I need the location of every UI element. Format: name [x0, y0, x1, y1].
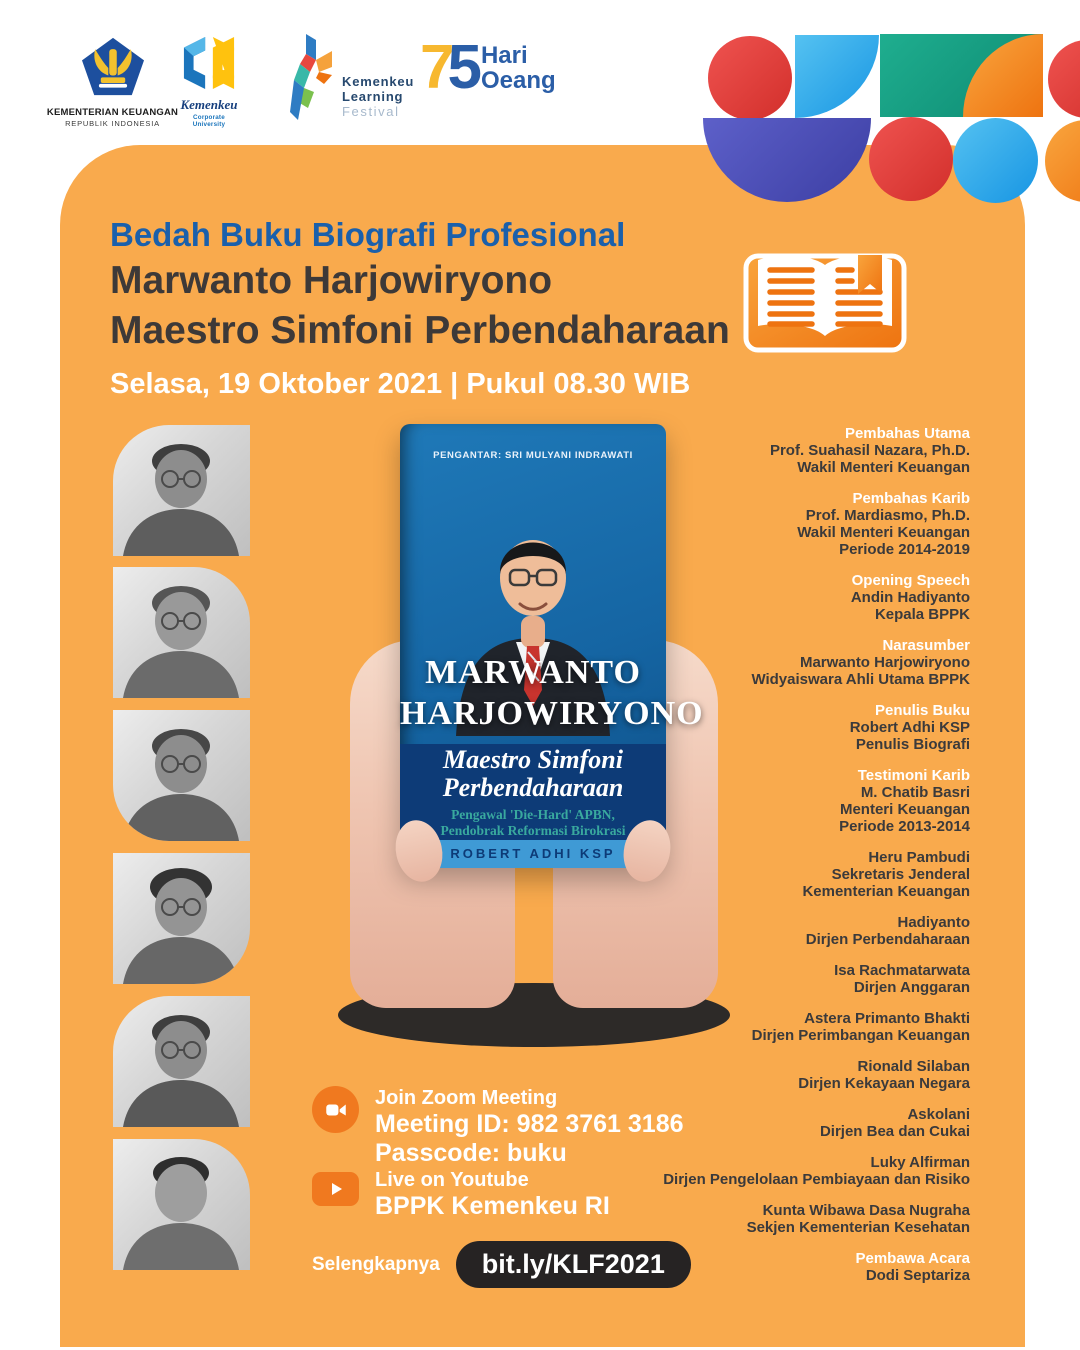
learning-festival-pinwheel-icon	[286, 32, 336, 127]
speaker-line: Dirjen Anggaran	[853, 979, 970, 996]
youtube-block	[312, 1168, 610, 1221]
speaker-line: Robert Adhi KSP	[849, 719, 970, 736]
open-book-icon	[740, 238, 910, 361]
learning-festival-line3: Festival	[342, 104, 400, 119]
speaker-line: Prof. Suahasil Nazara, Ph.D.	[769, 442, 970, 459]
learning-festival-line1: Kemenkeu	[342, 74, 415, 89]
speaker-line: Periode 2013-2014	[839, 818, 970, 835]
speaker-line: Wakil Menteri Keuangan	[797, 459, 970, 476]
book-author: ROBERT ADHI KSP	[400, 840, 666, 868]
speaker-line: Dirjen Bea dan Cukai	[819, 1123, 970, 1140]
speaker-portrait-photo	[113, 853, 250, 984]
zoom-meeting-id: Meeting ID: 982 3761 3186	[375, 1110, 684, 1138]
hari-oeang-line2: Oeang	[480, 67, 556, 94]
logo-kemenkeu-corporate-university	[176, 36, 242, 128]
event-kicker: Bedah Buku Biografi Profesional	[110, 216, 626, 253]
speaker-line: Askolani	[907, 1106, 970, 1123]
kemenkeu-pentagon-icon	[80, 85, 146, 102]
speaker-section	[620, 637, 970, 688]
speaker-role-label: Pembawa Acara	[855, 1250, 970, 1267]
speaker-line: Wakil Menteri Keuangan	[797, 524, 970, 541]
book-foreword: PENGANTAR: SRI MULYANI INDRAWATI	[433, 450, 633, 461]
speaker-line: Marwanto Harjowiryono	[799, 654, 970, 671]
book-subtitle: Maestro Simfoni Perbendaharaan	[442, 744, 624, 802]
logo-75-hari-oeang	[420, 33, 580, 102]
speaker-line: Dirjen Kekayaan Negara	[798, 1075, 970, 1092]
more-info-row	[312, 1241, 691, 1288]
speaker-line: Dirjen Perimbangan Keuangan	[751, 1027, 970, 1044]
zoom-passcode: Passcode: buku	[375, 1139, 567, 1167]
ministry-name: KEMENTERIAN KEUANGAN	[46, 107, 179, 118]
speaker-section	[620, 1010, 970, 1044]
speaker-section	[620, 425, 970, 476]
logo-kementerian-keuangan	[30, 36, 195, 128]
speaker-section	[620, 962, 970, 996]
speaker-line: Periode 2014-2019	[839, 541, 970, 558]
lightblue-circle-shape	[953, 118, 1038, 203]
red-circle-shape	[708, 36, 792, 120]
speaker-portrait-photo	[113, 1139, 250, 1270]
speaker-line: Hadiyanto	[897, 914, 970, 931]
speaker-role-label: Narasumber	[882, 637, 970, 654]
speaker-line: Dirjen Perbendaharaan	[805, 931, 970, 948]
speaker-section	[620, 1202, 970, 1236]
speaker-role-label: Pembahas Utama	[844, 425, 970, 442]
speaker-line: Widyaiswara Ahli Utama BPPK	[751, 671, 970, 688]
blue-quarter-shape	[795, 35, 879, 118]
speaker-line: Kunta Wibawa Dasa Nugraha	[762, 1202, 970, 1219]
header-logos	[0, 0, 700, 140]
orange-circle-clipped-shape	[1045, 120, 1080, 202]
zoom-label: Join Zoom Meeting	[375, 1087, 558, 1109]
bitly-link-button[interactable]: bit.ly/KLF2021	[456, 1241, 691, 1288]
zoom-meeting-block	[312, 1086, 684, 1168]
speaker-section	[620, 702, 970, 753]
youtube-channel: BPPK Kemenkeu RI	[375, 1192, 610, 1220]
speaker-section	[620, 572, 970, 623]
learning-festival-line2: Learning	[342, 89, 404, 104]
youtube-play-icon	[312, 1172, 359, 1206]
speaker-line: Astera Primanto Bhakti	[804, 1010, 970, 1027]
speaker-line: Dirjen Pengelolaan Pembiayaan dan Risiko	[663, 1171, 970, 1188]
corporate-university-sub: Corporate University	[192, 114, 226, 128]
book-tagline: Pengawal 'Die-Hard' APBN, Pendobrak Reformasi Birokrasi	[440, 806, 626, 838]
zoom-video-icon	[312, 1086, 359, 1133]
speaker-section	[620, 490, 970, 558]
speaker-line: Kepala BPPK	[874, 606, 970, 623]
speaker-portrait-photo	[113, 710, 250, 841]
speaker-line: Andin Hadiyanto	[850, 589, 970, 606]
corporate-university-icon	[180, 77, 238, 94]
speaker-section	[620, 914, 970, 948]
ministry-subname: REPUBLIK INDONESIA	[65, 119, 160, 128]
speaker-line: Rionald Silaban	[857, 1058, 970, 1075]
youtube-label: Live on Youtube	[375, 1169, 529, 1191]
speaker-role-label: Penulis Buku	[874, 702, 970, 719]
speaker-role-label: Pembahas Karib	[852, 490, 970, 507]
title-block	[110, 216, 730, 401]
speaker-portrait-photo	[113, 996, 250, 1127]
event-title-line1: Marwanto Harjowiryono	[110, 259, 553, 302]
speaker-line: Isa Rachmatarwata	[834, 962, 970, 979]
speaker-line: Dodi Septariza	[865, 1267, 970, 1284]
speaker-line: Sekjen Kementerian Kesehatan	[746, 1219, 970, 1236]
speaker-section	[620, 849, 970, 900]
speaker-role-label: Opening Speech	[851, 572, 970, 589]
event-datetime: Selasa, 19 Oktober 2021 | Pukul 08.30 WIB	[110, 368, 691, 400]
speaker-role-label: Testimoni Karib	[857, 767, 970, 784]
event-title-line2: Maestro Simfoni Perbendaharaan	[110, 309, 730, 352]
book-title: MARWANTO HARJOWIRYONO	[400, 654, 704, 732]
red-circle-shape	[869, 117, 953, 201]
speaker-section	[620, 767, 970, 835]
speaker-portrait-photo	[113, 567, 250, 698]
speaker-line: Kementerian Keuangan	[802, 883, 970, 900]
hari-oeang-75-icon: 75	[420, 33, 475, 102]
hari-oeang-line1: Hari	[480, 42, 528, 69]
speaker-line: Heru Pambudi	[868, 849, 970, 866]
speaker-portrait-photo	[113, 425, 250, 556]
speaker-line: M. Chatib Basri	[860, 784, 970, 801]
speaker-line: Menteri Keuangan	[839, 801, 970, 818]
red-circle-clipped-shape	[1048, 40, 1080, 118]
speaker-line: Luky Alfirman	[870, 1154, 970, 1171]
speaker-line: Prof. Mardiasmo, Ph.D.	[805, 507, 970, 524]
speaker-line: Penulis Biografi	[855, 736, 970, 753]
logo-kemenkeu-learning-festival	[286, 32, 415, 127]
more-label: Selengkapnya	[312, 1253, 440, 1275]
speaker-line: Sekretaris Jenderal	[831, 866, 970, 883]
corporate-university-name: Kemenkeu	[180, 97, 238, 112]
